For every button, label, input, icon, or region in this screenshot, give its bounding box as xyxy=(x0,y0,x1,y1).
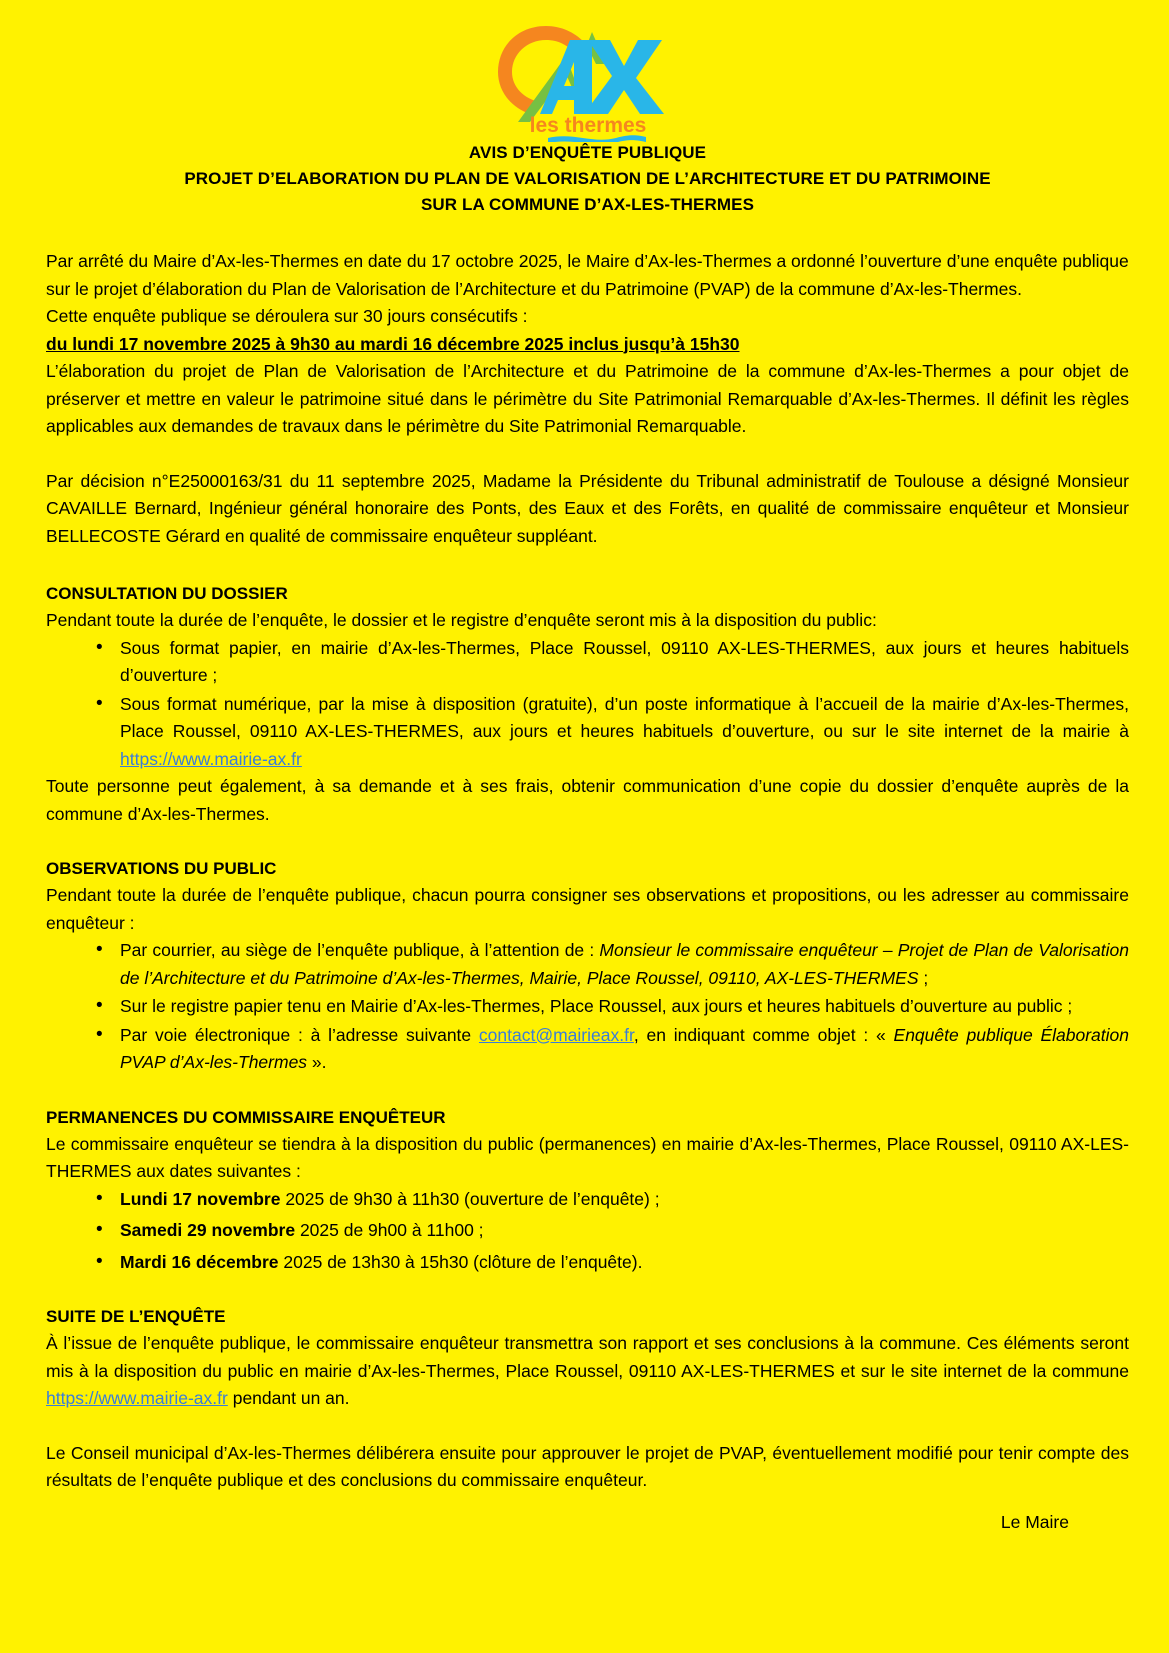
permanence-day: Samedi 29 novembre xyxy=(120,1220,296,1240)
permanence-day: Lundi 17 novembre xyxy=(120,1188,281,1209)
permanences-date-list xyxy=(46,1186,1129,1277)
intro-paragraph-3: L’élaboration du projet de Plan de Valorisation de l’Architecture et du Patrimoine de la commune d’Ax-les-Thermes a pour objet de préserver et mettre en valeur le patrimoine situé dans le périmètre du Site Patrimonial Remarquable d’Ax-les-Thermes. Il définit les règles applicables aux demandes de travaux dans le périmètre du Site Patrimonial Remarquable. xyxy=(46,361,1129,436)
suite-paragraph-1-text: À l’issue de l’enquête publique, le commissaire enquêteur transmettra son rapport et ses conclusions à la commune. Ces éléments seront mis à la disposition du public en mairie d’Ax-les-Thermes, Place Roussel, 09110 AX-LES-THERMES et sur le site internet de la commune xyxy=(46,1333,1129,1381)
observations-bullet-3-mid: , en indiquant comme objet : « xyxy=(633,1024,894,1045)
permanence-detail: 2025 de 9h30 à 11h30 (ouverture de l’enquête) ; xyxy=(280,1188,660,1209)
list-item: • Sur le registre papier tenu en Mairie d’Ax-les-Thermes, Place Roussel, aux jours et heures habituels d’ouverture au public ; xyxy=(92,993,1129,1021)
svg-text:les thermes: les thermes xyxy=(529,114,646,137)
title-line-2: PROJET D’ELABORATION DU PLAN DE VALORISATION DE L’ARCHITECTURE ET DU PATRIMOINE xyxy=(184,169,991,188)
observations-bullet-1-text: Par courrier, au siège de l’enquête publique, à l’attention de : xyxy=(120,940,600,960)
list-item xyxy=(92,1022,1129,1077)
intro-paragraph-1: Par arrêté du Maire d’Ax-les-Thermes en date du 17 octobre 2025, le Maire d’Ax-les-Thermes a ordonné l’ouverture d’une enquête publique sur le projet d’élaboration du Plan de Valorisation de l’Architecture et du Patrimoine (PVAP) de la commune d’Ax-les-Thermes. xyxy=(46,251,1129,299)
observations-bullet-1-address: Monsieur le commissaire enquêteur – Projet de Plan de Valorisation de l’Architecture et du Patrimoine d’Ax-les-Thermes, Mairie, Place Roussel, 09110, AX-LES-THERMES xyxy=(120,940,1129,988)
ax-les-thermes-logo xyxy=(488,18,688,142)
permanences-lead: Le commissaire enquêteur se tiendra à la disposition du public (permanences) en mairie d’Ax-les-Thermes, Place Roussel, 09110 AX-LES-THERMES aux dates suivantes : xyxy=(46,1133,1129,1181)
mairie-website-link[interactable]: https://www.mairie-ax.fr xyxy=(120,748,302,769)
section-heading-observations: OBSERVATIONS DU PUBLIC xyxy=(46,859,277,878)
list-item xyxy=(92,1217,1129,1245)
mairie-website-link-2[interactable]: https://www.mairie-ax.fr xyxy=(46,1388,228,1408)
document-title xyxy=(46,140,1129,218)
list-item xyxy=(92,691,1129,774)
observations-bullet-3-text: Par voie électronique : à l’adresse suivante xyxy=(120,1024,479,1045)
observations-bullet-list xyxy=(46,937,1129,1077)
suite-paragraph-1 xyxy=(46,1330,1129,1413)
observations-bullet-3-subject: Enquête publique Élaboration PVAP d’Ax-les-Thermes xyxy=(120,1024,1129,1072)
suite-paragraph-1-tail: pendant un an. xyxy=(227,1388,350,1408)
contact-email-link[interactable]: contact@mairieax.fr xyxy=(478,1024,634,1045)
intro-paragraph-2: Cette enquête publique se déroulera sur 30 jours consécutifs : xyxy=(46,306,528,326)
observations-lead: Pendant toute la durée de l’enquête publique, chacun pourra consigner ses observations et propositions, ou les adresser au commissaire enquêteur : xyxy=(46,885,1129,933)
consultation-closing: Toute personne peut également, à sa demande et à ses frais, obtenir communication d’une copie du dossier d’enquête auprès de la commune d’Ax-les-Thermes. xyxy=(46,776,1129,824)
list-item: • Sous format papier, en mairie d’Ax-les-Thermes, Place Roussel, 09110 AX-LES-THERMES, aux jours et heures habituels d’ouverture ; xyxy=(92,635,1129,690)
enquiry-dates-emphasis: du lundi 17 novembre 2025 à 9h30 au mardi 16 décembre 2025 inclus jusqu’à 15h30 xyxy=(46,333,740,354)
list-item xyxy=(92,1249,1129,1277)
title-line-1: AVIS D’ENQUÊTE PUBLIQUE xyxy=(468,143,707,162)
list-item xyxy=(92,937,1129,992)
signature-line: Le Maire xyxy=(1000,1511,1069,1532)
document-body xyxy=(46,248,1129,1536)
permanence-detail: 2025 de 13h30 à 15h30 (clôture de l’enquête). xyxy=(278,1251,643,1272)
section-heading-suite: SUITE DE L’ENQUÊTE xyxy=(46,1307,226,1326)
observations-bullet-1-tail: ; xyxy=(918,967,929,988)
permanence-detail: 2025 de 9h00 à 11h00 ; xyxy=(295,1220,484,1240)
list-item xyxy=(92,1186,1129,1214)
suite-paragraph-2: Le Conseil municipal d’Ax-les-Thermes délibérera ensuite pour approuver le projet de PVAP, éventuellement modifié pour tenir compte des résultats de l’enquête publique et des conclusions du commissaire enquêteur. xyxy=(46,1442,1129,1490)
consultation-bullet-list xyxy=(46,635,1129,774)
observations-bullet-3-tail: ». xyxy=(307,1052,327,1072)
enquiry-dates-line xyxy=(46,331,1129,359)
consultation-bullet-2-text: Sous format numérique, par la mise à disposition (gratuite), d’un poste informatique à l’accueil de la mairie d’Ax-les-Thermes, Place Roussel, 09110 AX-LES-THERMES, aux jours et heures habituels d’ouverture, ou sur le site internet de la mairie à xyxy=(120,693,1129,741)
section-heading-consultation: CONSULTATION DU DOSSIER xyxy=(46,584,288,603)
consultation-lead: Pendant toute la durée de l’enquête, le dossier et le registre d’enquête seront mis à la disposition du public: xyxy=(46,610,877,630)
intro-paragraph-4: Par décision n°E25000163/31 du 11 septembre 2025, Madame la Présidente du Tribunal administratif de Toulouse a désigné Monsieur CAVAILLE Bernard, Ingénieur général honoraire des Ponts, des Eaux et des Forêts, en qualité de commissaire enquêteur et Monsieur BELLECOSTE Gérard en qualité de commissaire enquêteur suppléant. xyxy=(46,470,1129,546)
logo-header xyxy=(46,0,1129,140)
title-line-3: SUR LA COMMUNE D’AX-LES-THERMES xyxy=(420,195,755,214)
section-heading-permanences: PERMANENCES DU COMMISSAIRE ENQUÊTEUR xyxy=(46,1107,446,1127)
permanence-day: Mardi 16 décembre xyxy=(120,1251,279,1272)
